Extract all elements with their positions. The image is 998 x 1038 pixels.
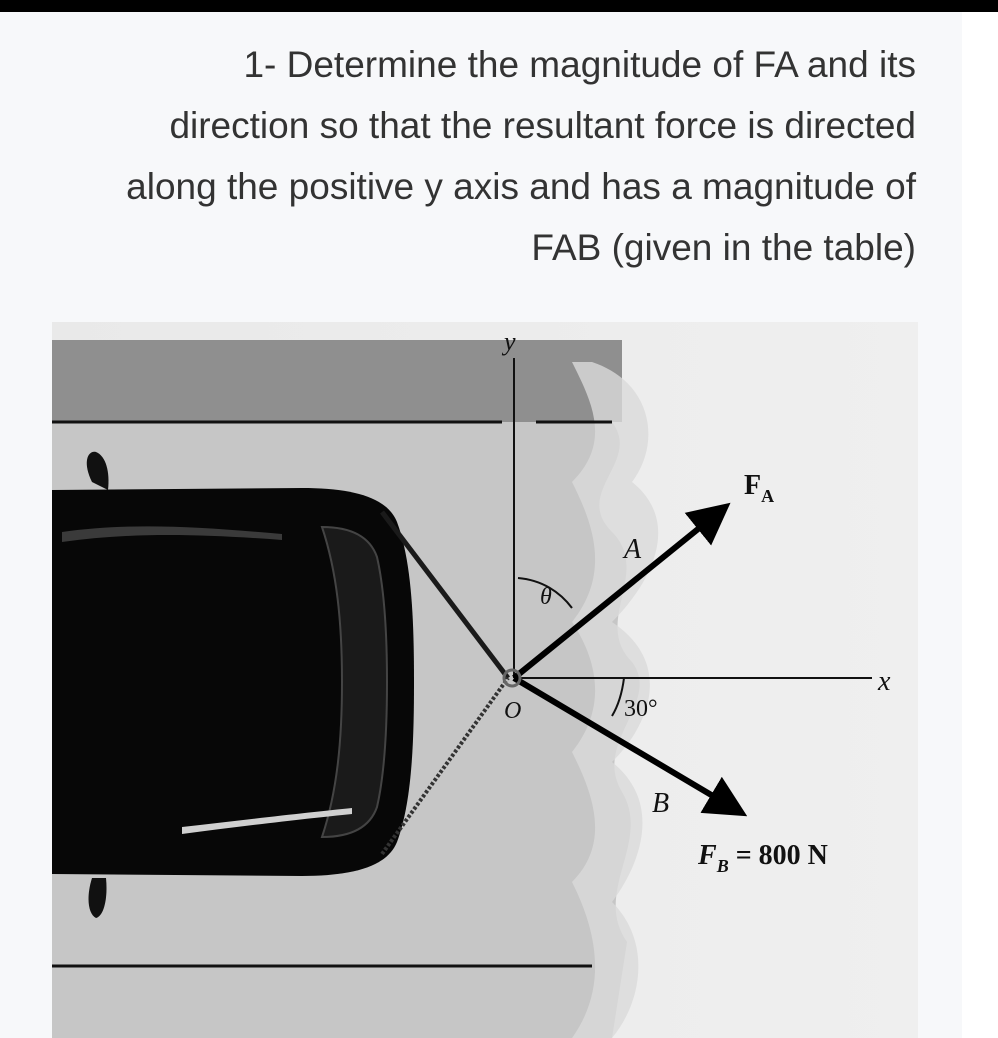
car — [52, 452, 414, 918]
angle-30-label: 30° — [624, 696, 658, 722]
y-axis-label: y — [504, 327, 516, 356]
top-bar — [0, 0, 998, 12]
force-a-subscript: A — [761, 486, 775, 506]
question-text — [40, 34, 916, 278]
point-b-label: B — [652, 788, 670, 819]
origin-label: O — [504, 698, 522, 724]
question-line-2: direction so that the resultant force is directed — [169, 105, 916, 146]
page-margin — [962, 12, 998, 1038]
force-a-symbol: F — [744, 470, 762, 501]
point-a-label: A — [624, 534, 642, 565]
question-line-1: 1- Determine the magnitude of FA and its — [243, 44, 916, 85]
force-diagram — [52, 322, 918, 1038]
force-b-subscript: B — [716, 856, 729, 876]
force-b-value: = 800 N — [728, 840, 828, 871]
force-b-symbol: F — [698, 840, 717, 871]
theta-label: θ — [540, 584, 552, 610]
force-b-label — [697, 840, 828, 876]
question-line-4: FAB (given in the table) — [531, 227, 916, 268]
road-verge — [52, 340, 622, 422]
x-axis-label: x — [878, 666, 891, 697]
question-line-3: along the positive y axis and has a magnitude of — [126, 166, 916, 207]
